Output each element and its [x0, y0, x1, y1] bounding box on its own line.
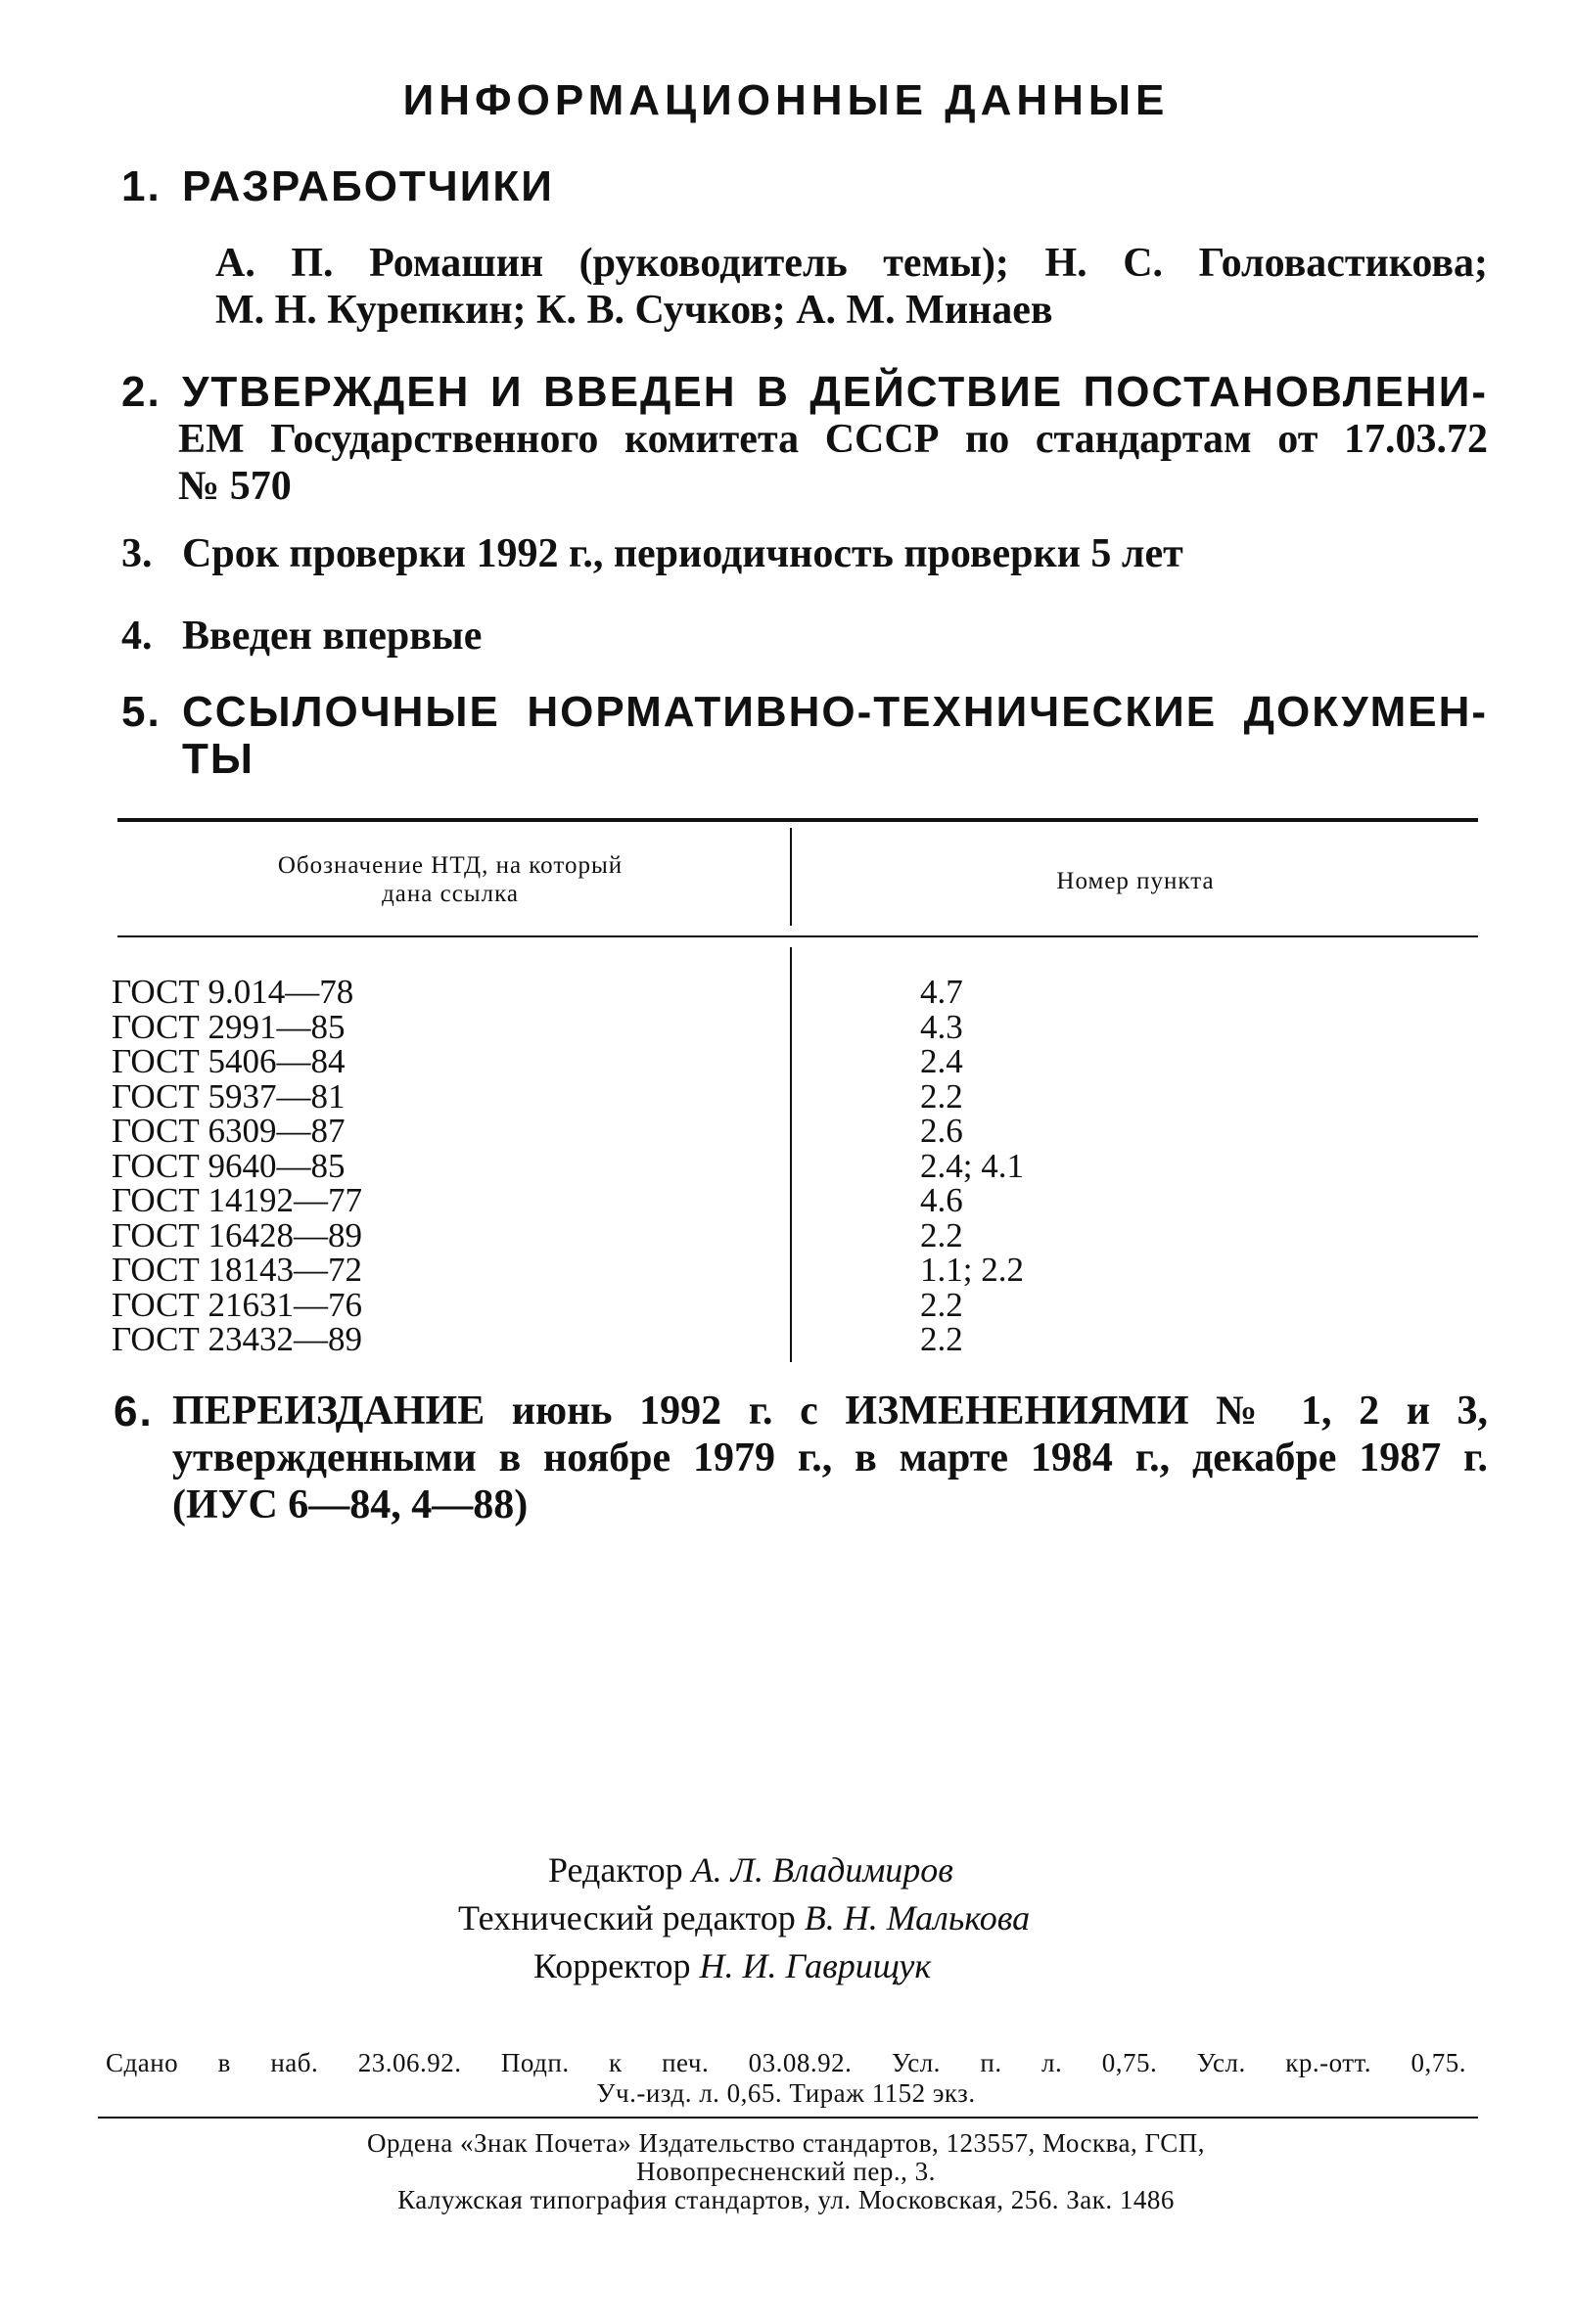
credit-tech-editor-name: В. Н. Малькова	[804, 1898, 1031, 1937]
table-rows-col2	[920, 975, 1024, 1357]
credit-editor	[548, 1849, 953, 1891]
table-row-10-clause: 2.2	[920, 1285, 963, 1324]
section-2-line-2: ЕМ Государственного комитета СССР по стандартам от 17.03.72	[178, 417, 1488, 462]
credit-tech-editor	[458, 1897, 1030, 1938]
table-row-1-clause: 4.7	[920, 973, 963, 1011]
table-row-4-designation: ГОСТ 5937—81	[112, 1076, 346, 1116]
section-1-body-line-2: М. Н. Курепкин; К. В. Сучков; А. М. Минаев	[215, 288, 1053, 333]
table-body-divider	[790, 947, 792, 1362]
imprint-rule	[98, 2117, 1478, 2119]
imprint-line-2: Уч.-изд. л. 0,65. Тираж 1152 экз.	[596, 2078, 976, 2108]
publisher-line-2: Новопресненский пер., 3.	[636, 2157, 936, 2186]
table-row-8-clause: 2.2	[920, 1215, 963, 1254]
table-row-5-clause: 2.6	[920, 1112, 963, 1150]
section-6-line-2: утвержденными в ноябре 1979 г., в марте 1984 г., декабре 1987 г.	[172, 1435, 1488, 1481]
table-row-5-designation: ГОСТ 6309—87	[112, 1112, 346, 1150]
table-row-8-designation: ГОСТ 16428—89	[112, 1215, 363, 1254]
section-1-number: 1.	[121, 162, 162, 210]
credit-proofreader-name: Н. И. Гаврищук	[699, 1946, 932, 1985]
publisher-line-3: Калужская типография стандартов, ул. Московская, 256. Зак. 1486	[397, 2185, 1175, 2214]
credit-editor-name: А. Л. Владимиров	[691, 1850, 953, 1890]
page-title: ИНФОРМАЦИОННЫЕ ДАННЫЕ	[402, 76, 1170, 124]
credit-tech-editor-role: Технический редактор	[458, 1898, 796, 1937]
section-6-line-3: (ИУС 6—84, 4—88)	[172, 1482, 529, 1527]
table-row-4-clause: 2.2	[920, 1076, 963, 1116]
table-row-6-designation: ГОСТ 9640—85	[112, 1146, 346, 1185]
section-2-number: 2.	[121, 368, 162, 416]
table-row-2-clause: 4.3	[920, 1007, 963, 1046]
table-header-col2: Номер пункта	[1056, 868, 1215, 894]
table-row-9-designation: ГОСТ 18143—72	[112, 1251, 363, 1289]
table-header-rule	[117, 935, 1478, 937]
section-5-number: 5.	[121, 688, 162, 736]
table-row-9-clause: 1.1; 2.2	[920, 1251, 1024, 1289]
table-row-7-clause: 4.6	[920, 1181, 963, 1219]
imprint-line-1: Сдано в наб. 23.06.92. Подп. к печ. 03.08.92. Усл. п. л. 0,75. Усл. кр.-отт. 0,75.	[106, 2048, 1466, 2077]
section-4-number: 4.	[121, 614, 153, 659]
credit-editor-role: Редактор	[548, 1850, 683, 1890]
table-row-11-clause: 2.2	[920, 1320, 963, 1358]
section-2-line-1: УТВЕРЖДЕН И ВВЕДЕН В ДЕЙСТВИЕ ПОСТАНОВЛЕНИ-	[182, 368, 1488, 416]
section-4-text: Введен впервые	[182, 614, 483, 659]
section-6-line-1: ПЕРЕИЗДАНИЕ июнь 1992 г. с ИЗМЕНЕНИЯМИ № 1, 2 и 3,	[172, 1389, 1488, 1434]
section-1-heading: РАЗРАБОТЧИКИ	[182, 162, 554, 210]
table-row-6-clause: 2.4; 4.1	[920, 1146, 1024, 1185]
table-top-rule	[117, 818, 1478, 822]
table-row-1-designation: ГОСТ 9.014—78	[112, 973, 354, 1011]
section-1-body-line-1: А. П. Ромашин (руководитель темы); Н. С. Головастикова;	[215, 241, 1488, 286]
section-5-heading-line-1: ССЫЛОЧНЫЕ НОРМАТИВНО-ТЕХНИЧЕСКИЕ ДОКУМЕН-	[182, 688, 1488, 736]
publisher-line-1: Ордена «Знак Почета» Издательство стандартов, 123557, Москва, ГСП,	[366, 2128, 1206, 2158]
section-3-number: 3.	[121, 531, 153, 576]
table-row-11-designation: ГОСТ 23432—89	[112, 1320, 363, 1358]
table-row-3-clause: 2.4	[920, 1042, 963, 1080]
table-rows-col1	[112, 975, 362, 1357]
table-header-col1-line1: Обозначение НТД, на который	[277, 852, 624, 879]
table-header-divider	[790, 828, 792, 926]
table-header-col1-line2: дана ссылка	[382, 881, 519, 907]
table-row-2-designation: ГОСТ 2991—85	[112, 1007, 346, 1046]
table-row-3-designation: ГОСТ 5406—84	[112, 1042, 346, 1080]
credit-proofreader-role: Корректор	[533, 1946, 691, 1985]
table-row-7-designation: ГОСТ 14192—77	[112, 1181, 363, 1219]
table-row-10-designation: ГОСТ 21631—76	[112, 1285, 363, 1324]
credit-proofreader	[533, 1945, 931, 1986]
section-5-heading-line-2: ТЫ	[182, 735, 254, 783]
section-6-number: 6.	[114, 1388, 154, 1435]
section-3-text: Срок проверки 1992 г., периодичность проверки 5 лет	[182, 531, 1183, 576]
section-2-line-3: № 570	[178, 464, 292, 509]
